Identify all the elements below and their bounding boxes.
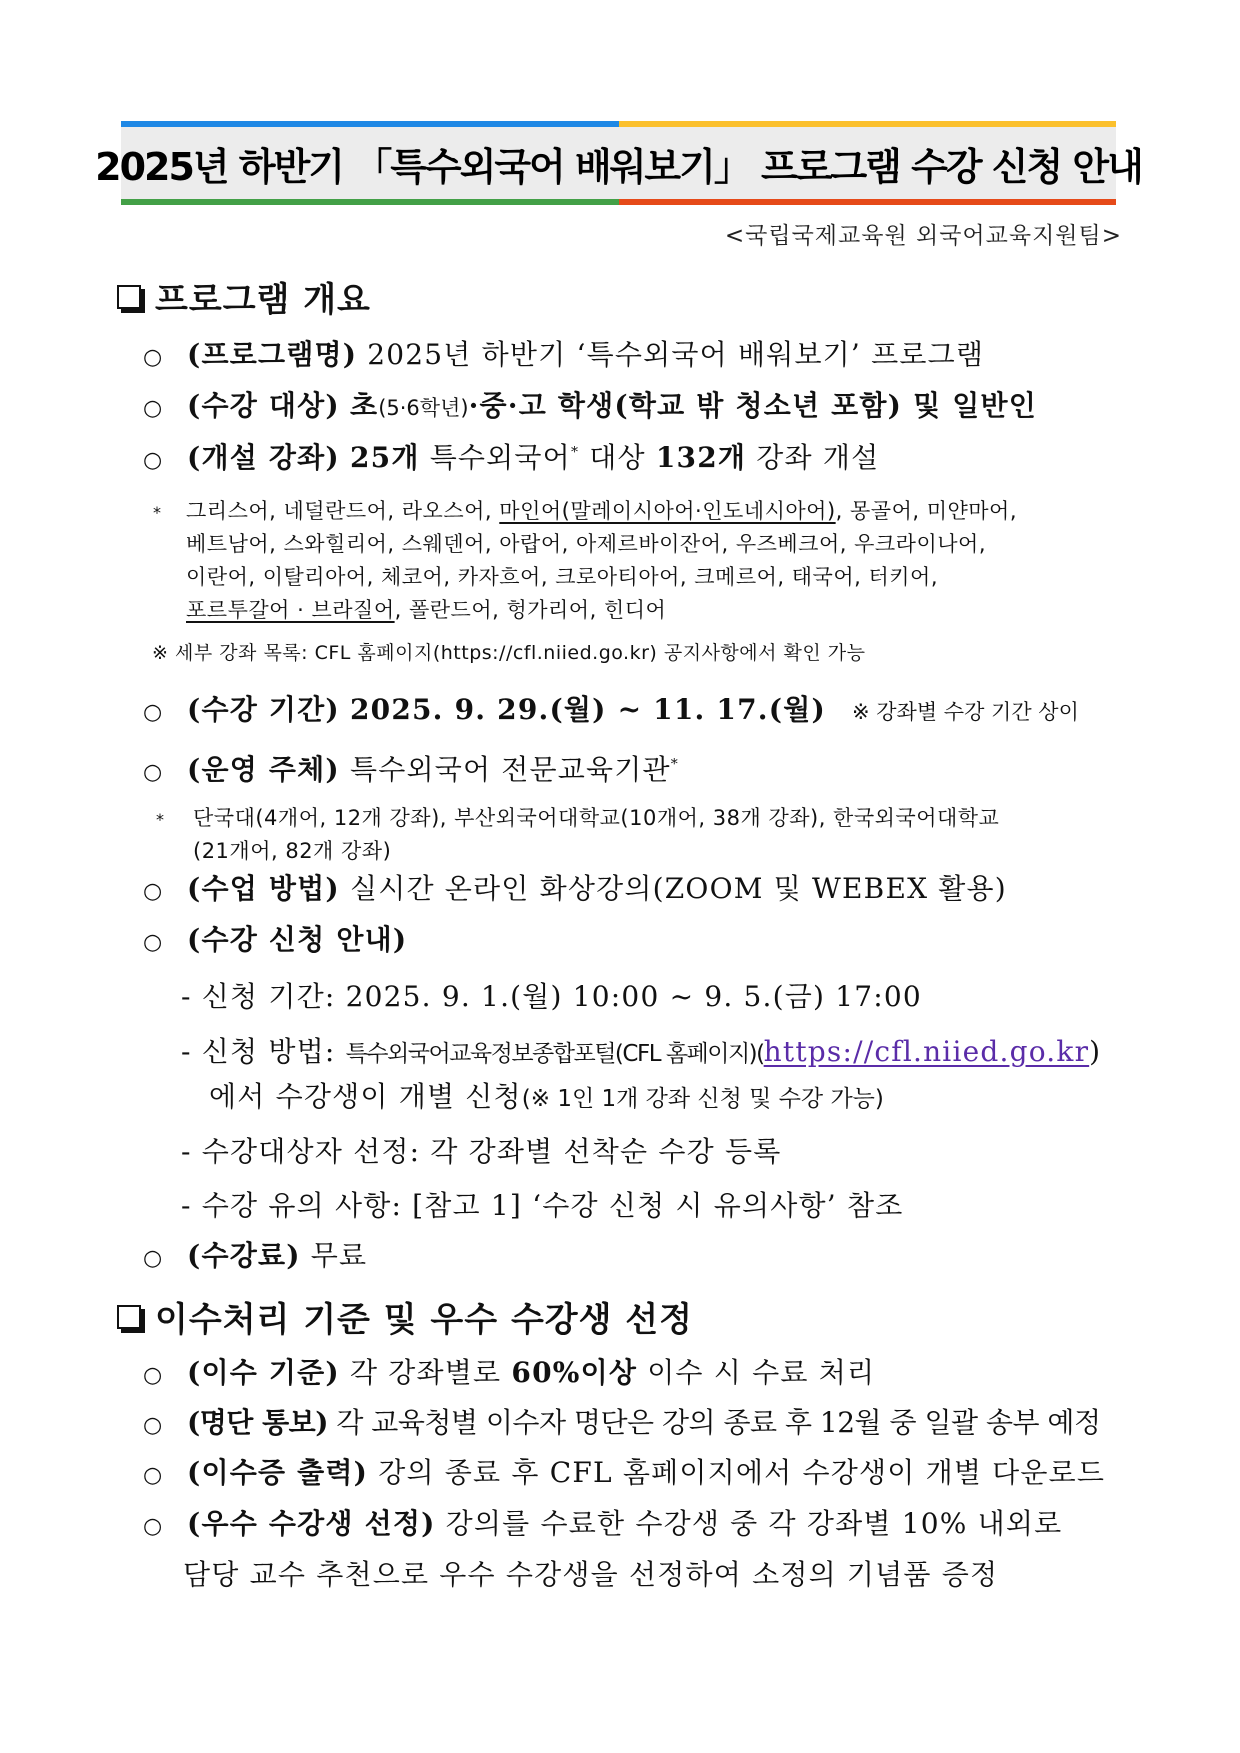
item-method bbox=[143, 867, 1007, 907]
section-title: 이수처리 기준 및 우수 수강생 선정 bbox=[155, 1300, 693, 1340]
operator-detail-1: 단국대(4개어, 12개 강좌), 부산외국어대학교(10개어, 38개 강좌), 한국외국어대학교 bbox=[193, 806, 1000, 830]
item-value: 2025. 9. 29.(월) ~ 11. 17.(월) bbox=[349, 693, 826, 726]
circle-bullet-icon: ○ bbox=[143, 879, 164, 904]
circle-bullet-icon: ○ bbox=[143, 448, 164, 473]
item-operator bbox=[143, 748, 679, 788]
checkbox-square-icon bbox=[117, 285, 141, 309]
text: (※ 1인 1개 강좌 신청 및 수강 가능) bbox=[521, 1086, 884, 1112]
apply-period: - 신청 기간: 2025. 9. 1.(월) 10:00 ~ 9. 5.(금) 17:00 bbox=[181, 980, 922, 1013]
item-apply bbox=[143, 918, 407, 958]
footnote-asterisk: * bbox=[153, 503, 161, 522]
text: , 몽골어, 미얀마어, bbox=[835, 499, 1018, 523]
item-label: (수강 기간) bbox=[187, 693, 340, 726]
text: - 신청 방법: bbox=[181, 1035, 346, 1068]
section-heading-completion bbox=[117, 1292, 693, 1341]
item-value: 이수 시 수료 처리 bbox=[647, 1356, 876, 1389]
title-box bbox=[95, 121, 1142, 205]
item-excellent bbox=[143, 1502, 1062, 1542]
page-title: 2025년 하반기 「특수외국어 배워보기」 프로그램 수강 신청 안내 bbox=[121, 127, 1116, 199]
footnote-asterisk: * bbox=[156, 810, 164, 829]
text: , 폴란드어, 헝가리어, 힌디어 bbox=[394, 598, 667, 622]
item-label: (개설 강좌) bbox=[187, 441, 340, 474]
item-label: (우수 수강생 선정) bbox=[187, 1507, 436, 1540]
circle-bullet-icon: ○ bbox=[143, 1413, 162, 1438]
item-label: (수강 신청 안내) bbox=[187, 923, 408, 956]
item-target bbox=[143, 384, 1037, 424]
item-label: (명단 통보) bbox=[187, 1406, 328, 1439]
item-notice bbox=[143, 1401, 1101, 1441]
cfl-link[interactable]: https://cfl.niied.go.kr bbox=[763, 1035, 1090, 1068]
circle-bullet-icon: ○ bbox=[143, 700, 164, 725]
title-bottom-bar bbox=[121, 199, 1116, 205]
item-value: 특수외국어 전문교육기관 bbox=[349, 753, 671, 786]
item-value: 실시간 온라인 화상강의(ZOOM 및 WEBEX 활용) bbox=[349, 872, 1007, 905]
section-title: 프로그램 개요 bbox=[155, 280, 371, 320]
underlined-text: 포르투갈어 · 브라질어 bbox=[186, 598, 395, 622]
circle-bullet-icon: ○ bbox=[143, 930, 164, 955]
item-program-name bbox=[143, 333, 984, 373]
languages-line-1 bbox=[186, 495, 1017, 525]
item-label: (운영 주체) bbox=[187, 753, 340, 786]
item-fee bbox=[143, 1234, 367, 1274]
circle-bullet-icon: ○ bbox=[143, 1246, 164, 1271]
apply-method-line2 bbox=[209, 1075, 884, 1115]
organization: <국립국제교육원 외국어교육지원팀> bbox=[724, 223, 1122, 249]
item-value: 각 교육청별 이수자 명단은 강의 종료 후 12월 중 일괄 송부 예정 bbox=[336, 1406, 1101, 1439]
item-value: 강의를 수료한 수강생 중 각 강좌별 10% 내외로 bbox=[445, 1507, 1063, 1540]
checkbox-square-icon bbox=[117, 1305, 141, 1329]
item-label: (수강 대상) bbox=[187, 389, 340, 422]
circle-bullet-icon: ○ bbox=[143, 1363, 164, 1388]
item-excellent-line2: 담당 교수 추천으로 우수 수강생을 선정하여 소정의 기념품 증정 bbox=[183, 1558, 999, 1591]
period-note: ※ 강좌별 수강 기간 상이 bbox=[852, 700, 1079, 724]
item-value: 초 bbox=[349, 389, 379, 422]
section-heading-overview bbox=[117, 272, 371, 321]
circle-bullet-icon: ○ bbox=[143, 1514, 164, 1539]
item-label: (이수 기준) bbox=[187, 1356, 340, 1389]
underlined-text: 마인어(말레이시아어·인도네시아어) bbox=[499, 499, 836, 523]
item-value: 강좌 개설 bbox=[756, 441, 880, 474]
circle-bullet-icon: ○ bbox=[143, 396, 164, 421]
text: 그리스어, 네덜란드어, 라오스어, bbox=[186, 499, 500, 523]
item-value: 각 강좌별로 bbox=[349, 1356, 502, 1389]
item-value: 특수외국어 bbox=[429, 441, 571, 474]
text: ) bbox=[1089, 1035, 1102, 1068]
text: 특수외국어교육정보종합포털(CFL 홈페이지)( bbox=[345, 1041, 764, 1067]
asterisk-mark: * bbox=[570, 444, 580, 461]
circle-bullet-icon: ○ bbox=[143, 1463, 164, 1488]
item-value: 강의 종료 후 CFL 홈페이지에서 수강생이 개별 다운로드 bbox=[378, 1456, 1106, 1489]
item-value: ·중·고 학생(학교 밖 청소년 포함) 및 일반인 bbox=[468, 389, 1038, 422]
text: 에서 수강생이 개별 신청 bbox=[209, 1080, 522, 1113]
item-courses bbox=[143, 436, 879, 476]
asterisk-mark: * bbox=[670, 756, 679, 773]
item-criteria bbox=[143, 1351, 875, 1391]
operator-detail-2: (21개어, 82개 강좌) bbox=[193, 839, 392, 863]
item-value: 무료 bbox=[310, 1239, 368, 1272]
item-value-small: (5·6학년) bbox=[378, 396, 469, 420]
apply-selection: - 수강대상자 선정: 각 강좌별 선착순 수강 등록 bbox=[181, 1135, 782, 1168]
languages-line-3: 이란어, 이탈리아어, 체코어, 카자흐어, 크로아티아어, 크메르어, 태국어, 터키어, bbox=[186, 565, 938, 589]
course-list-note: ※ 세부 강좌 목록: CFL 홈페이지(https://cfl.niied.go.kr) 공지사항에서 확인 가능 bbox=[152, 642, 866, 664]
item-value: 2025년 하반기 ‘특수외국어 배워보기’ 프로그램 bbox=[367, 338, 985, 371]
circle-bullet-icon: ○ bbox=[143, 345, 164, 370]
item-label: (프로그램명) bbox=[187, 338, 358, 371]
item-label: (이수증 출력) bbox=[187, 1456, 369, 1489]
item-value: 대상 bbox=[589, 441, 646, 474]
item-value: 60%이상 bbox=[511, 1356, 638, 1389]
circle-bullet-icon: ○ bbox=[143, 760, 164, 785]
item-value: 132개 bbox=[655, 441, 747, 474]
languages-line-2: 베트남어, 스와힐리어, 스웨덴어, 아랍어, 아제르바이잔어, 우즈베크어, 우크라이나어, bbox=[186, 532, 987, 556]
item-certificate bbox=[143, 1451, 1105, 1491]
item-period bbox=[143, 688, 1079, 728]
item-label: (수강료) bbox=[187, 1239, 301, 1272]
item-label: (수업 방법) bbox=[187, 872, 340, 905]
apply-method bbox=[181, 1030, 1101, 1070]
languages-line-4 bbox=[186, 594, 666, 624]
item-value: 25개 bbox=[349, 441, 420, 474]
apply-caution: - 수강 유의 사항: [참고 1] ‘수강 신청 시 유의사항’ 참조 bbox=[181, 1189, 904, 1222]
